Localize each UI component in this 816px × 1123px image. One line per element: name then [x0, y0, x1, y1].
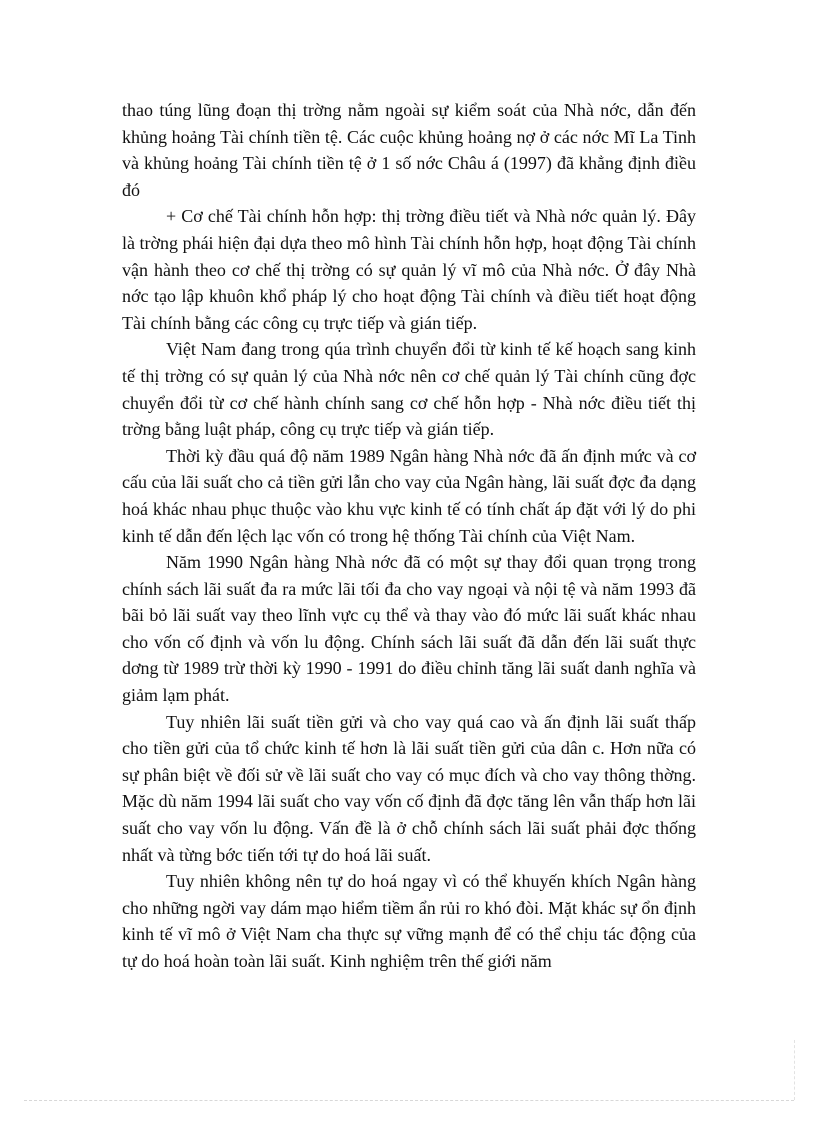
paragraph-3: Việt Nam đang trong qúa trình chuyển đổi từ kinh tế kế hoạch sang kinh tế thị trờng có sự quản lý của Nhà nớc nên cơ chế quản lý Tài chính cũng đợc chuyển đổi từ cơ chế hành chính sang cơ chế hỗn hợp - Nhà nớc điều tiết thị trờng bằng luật pháp, công cụ trực tiếp và gián tiếp.	[122, 339, 696, 440]
page-bottom-divider	[24, 1100, 794, 1101]
paragraph-6: Tuy nhiên lãi suất tiền gửi và cho vay quá cao và ấn định lãi suất thấp cho tiền gửi của tổ chức kinh tế hơn là lãi suất tiền gửi của dân c. Hơn nữa có sự phân biệt về đối sử về lãi suất cho vay có mục đích và cho vay thông thờng. Mặc dù năm 1994 lãi suất cho vay vốn cố định đã đợc tăng lên vẫn thấp hơn lãi suất cho vay vốn lu động. Vấn đề là ở chỗ chính sách lãi suất phải đợc thống nhất và từng bớc tiến tới tự do hoá lãi suất.	[122, 711, 696, 865]
paragraph-4: Thời kỳ đầu quá độ năm 1989 Ngân hàng Nhà nớc đã ấn định mức và cơ cấu của lãi suất cho cả tiền gửi lẫn cho vay của Ngân hàng, lãi suất đợc đa dạng hoá khác nhau phục thuộc vào khu vực kinh tế có tính chất áp đặt với lý do phi kinh tế dẫn đến lệch lạc vốn có trong hệ thống Tài chính của Việt Nam.	[122, 445, 696, 546]
paragraph-1: thao túng lũng đoạn thị trờng nằm ngoài sự kiểm soát của Nhà nớc, dẫn đến khủng hoảng Tài chính tiền tệ. Các cuộc khủng hoảng nợ ở các nớc Mĩ La Tinh và khủng hoảng Tài chính tiền tệ ở 1 số nớc Châu á (1997) đã khẳng định điều đó	[122, 100, 696, 200]
body-text	[122, 97, 696, 975]
paragraph-5: Năm 1990 Ngân hàng Nhà nớc đã có một sự thay đổi quan trọng trong chính sách lãi suất đa ra mức lãi tối đa cho vay ngoại và nội tệ và năm 1993 đã bãi bỏ lãi suất vay theo lĩnh vực cụ thể và thay vào đó mức lãi suất khác nhau cho vốn cố định và vốn lu động. Chính sách lãi suất đã dẫn đến lãi suất thực dơng từ 1989 trừ thời kỳ 1990 - 1991 do điều chỉnh tăng lãi suất danh nghĩa và giảm lạm phát.	[122, 552, 696, 706]
page-side-divider	[794, 1040, 795, 1100]
paragraph-7: Tuy nhiên không nên tự do hoá ngay vì có thể khuyến khích Ngân hàng cho những ngời vay dám mạo hiểm tiềm ẩn rủi ro khó đòi. Mặt khác sự ổn định kinh tế vĩ mô ở Việt Nam cha thực sự vững mạnh để có thể chịu tác động của tự do hoá hoàn toàn lãi suất. Kinh nghiệm trên thế giới năm	[122, 871, 696, 971]
paragraph-2: + Cơ chế Tài chính hỗn hợp: thị trờng điều tiết và Nhà nớc quản lý. Đây là trờng phái hiện đại dựa theo mô hình Tài chính hỗn hợp, hoạt động Tài chính vận hành theo cơ chế thị trờng có sự quản lý vĩ mô của Nhà nớc. Ở đây Nhà nớc tạo lập khuôn khổ pháp lý cho hoạt động Tài chính và điều tiết hoạt động Tài chính bằng các công cụ trực tiếp và gián tiếp.	[122, 206, 696, 333]
